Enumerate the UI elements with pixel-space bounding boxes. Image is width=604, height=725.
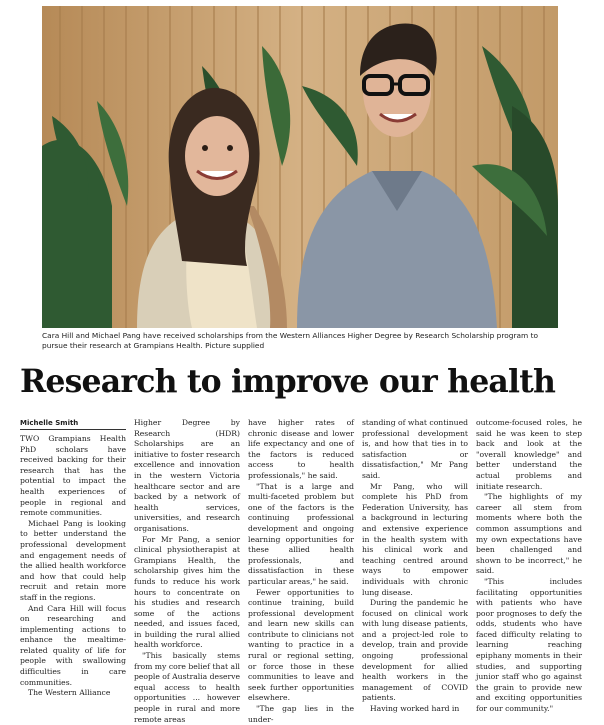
paragraph: TWO Grampians Health PhD scholars have received backing for their research that has the potential to impact the health experiences of people in regional and remote communities. xyxy=(20,434,126,518)
paragraph: "This includes facilitating opportunities with patients who have poor prognoses to defy the odds, students who have faced difficulty relating to learning reaching epiphany moments in their studies, and supporting junior staff who go against the grain to provide new and exciting opportunities for our community." xyxy=(476,576,582,714)
article-column-3 xyxy=(248,418,354,725)
article-column-4 xyxy=(362,418,468,715)
article-body xyxy=(20,418,586,724)
paragraph: During the pandemic he focused on clinical work with lung disease patients, and a project-led role to develop, train and provide ongoing professional development for allied health workers in the management of COVID patients. xyxy=(362,598,468,703)
paragraph: "This basically stems from my core belief that all people of Australia deserve equal access to health opportunities ... however people in rural and more remote areas xyxy=(134,651,241,724)
article-column-5 xyxy=(476,418,582,715)
byline: Michelle Smith xyxy=(20,418,126,430)
paragraph: Mr Pang, who will complete his PhD from Federation University, has a background in lecturing and extensive experience in the health system with his clinical work and teaching centred around ways to empower individuals with chronic lung disease. xyxy=(362,481,468,597)
photo-illustration xyxy=(42,6,558,328)
paragraph: Higher Degree by Research (HDR) Scholarships are an initiative to foster research excellence and innovation in the western Victoria healthcare sector and are backed by a network of health services, universities, and research organisations. xyxy=(134,418,240,533)
paragraph: standing of what continued professional development is, and how that ties in to satisfaction or dissatisfaction," Mr Pang said. xyxy=(362,418,468,480)
article-column-2 xyxy=(134,418,240,725)
paragraph: Having worked hard in xyxy=(370,704,460,714)
article-column-1 xyxy=(20,418,126,699)
paragraph: "The gap lies in the under- xyxy=(248,704,354,724)
paragraph: Fewer opportunities to continue training, build professional development and learn new skills can contribute to clinicians not wanting to practice in a rural or regional setting, or force those in these communities to leave and seek further opportunities elsewhere. xyxy=(248,587,354,703)
article-photo xyxy=(42,6,558,328)
photo-caption: Cara Hill and Michael Pang have received scholarships from the Western Alliances Higher Degree by Research Scholarship program to pursue their research at Grampians Health. Picture supplied xyxy=(42,331,538,350)
paragraph: "That is a large and multi-faceted problem but one of the factors is the continuing professional development and ongoing learning opportunities for these allied health professionals, and dissatisfaction in these particular areas," he said. xyxy=(248,481,354,586)
paragraph: have higher rates of chronic disease and lower life expectancy and one of the factors is reduced access to health professionals," he said. xyxy=(248,418,354,480)
paragraph: outcome-focused roles, he said he was keen to step back and look at the "overall knowledge" and better understand the actual problems and initiate research. xyxy=(476,418,582,491)
paragraph: "The highlights of my career all stem from moments where both the common assumptions and my own expectations have been challenged and shown to be incorrect," he said. xyxy=(476,492,582,576)
paragraph: For Mr Pang, a senior clinical physiotherapist at Grampians Health, the scholarship gives him the funds to reduce his work hours to concentrate on his studies and research some of the actions needed, and issues faced, in building the rural allied health workforce. xyxy=(134,534,240,650)
article-headline: Research to improve our health xyxy=(20,363,556,400)
paragraph: And Cara Hill will focus on researching and implementing actions to enhance the mealtime-related quality of life for people with swallowing difficulties in care communities. xyxy=(20,603,126,687)
paragraph: The Western Alliance xyxy=(28,688,111,698)
paragraph: Michael Pang is looking to better understand the professional development and engagement needs of the allied health workforce and how that could help recruit and retain more staff in the regions. xyxy=(20,518,126,602)
